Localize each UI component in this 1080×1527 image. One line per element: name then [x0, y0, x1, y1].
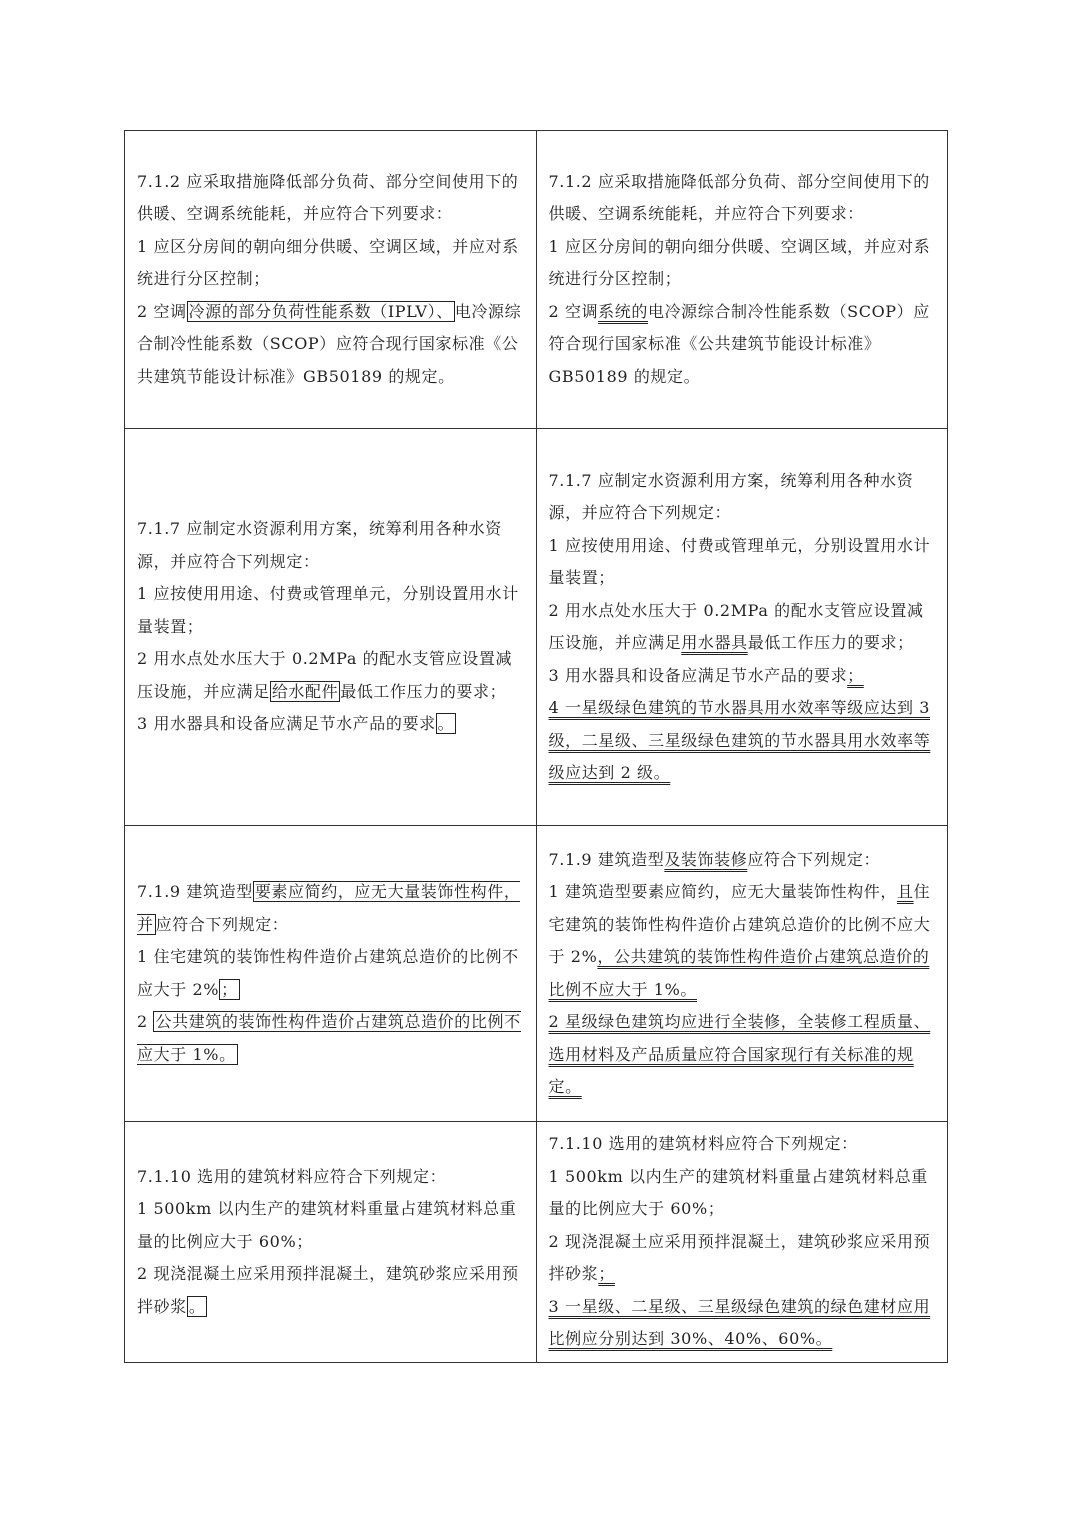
text: 2 空调: [548, 301, 599, 321]
text: 电冷源综合制冷性能系数（SCOP）应符合现行国家标准《公共建筑节能设计标准》GB50189 的规定。: [137, 301, 522, 386]
clause-item: [137, 1258, 526, 1323]
inserted-text: ，公共建筑的装饰性构件造价占建筑总造价的比例不应大于 1%。: [548, 947, 930, 999]
clause-item: [549, 595, 938, 660]
clause-item: [137, 941, 526, 1006]
deleted-text-box: 给水配件: [271, 681, 339, 701]
clause-item: 1 应按使用用途、付费或管理单元，分别设置用水计量装置；: [548, 535, 931, 587]
deleted-text-box: ；: [221, 979, 238, 999]
inserted-clause-item: 4 一星级绿色建筑的节水器具用水效率等级应达到 3 级，二星级、三星级绿色建筑的节水器具用水效率等级应达到 2 级。: [548, 698, 931, 782]
inserted-text: 系统的: [598, 301, 648, 321]
old-clause-7-1-2: [125, 131, 537, 429]
deleted-text-box: 冷源的部分负荷性能系数（IPLV）、: [188, 301, 453, 321]
clause-heading: 7.1.7 应制定水资源利用方案，统筹利用各种水资源，并应符合下列规定：: [548, 470, 914, 522]
clause-heading: 7.1.10 选用的建筑材料应符合下列规定：: [137, 1166, 447, 1186]
new-clause-7-1-7: [536, 429, 948, 826]
text: 最低工作压力的要求；: [340, 681, 507, 701]
deleted-text-box: 。: [188, 1296, 206, 1316]
inserted-text: ；: [847, 665, 864, 685]
clause-item: 1 应按使用用途、付费或管理单元，分别设置用水计量装置；: [137, 584, 519, 636]
deleted-text-box: 公共建筑的装饰性构件造价占建筑总造价的比例不应大于 1%。: [137, 1012, 521, 1064]
clause-item: [137, 296, 526, 394]
clause-item: [549, 296, 938, 394]
text: 2 空调: [137, 301, 187, 321]
text: 最低工作压力的要求；: [747, 633, 914, 652]
old-clause-7-1-9: [125, 826, 537, 1122]
clause-item: [137, 1006, 526, 1071]
comparison-table: [124, 130, 948, 1363]
text: 2: [137, 1012, 154, 1031]
text: 2 用水点处水压大于 0.2MPa 的配水支管应设置减压设施，并应满足: [548, 600, 924, 652]
clause-item: [549, 876, 938, 1006]
clause-item: 1 500km 以内生产的建筑材料重量占建筑材料总重量的比例应大于 60%；: [137, 1199, 517, 1251]
clause-item: [137, 708, 526, 741]
inserted-text: ；: [598, 1264, 615, 1283]
clause-item: [549, 1226, 938, 1291]
inserted-clause-item: 2 星级绿色建筑均应进行全装修，全装修工程质量、选用材料及产品质量应符合国家现行有关标准的规定。: [548, 1012, 931, 1096]
table-row: [125, 429, 948, 826]
table-row: [125, 826, 948, 1122]
inserted-text: 及装饰装修: [664, 849, 748, 869]
clause-heading: [549, 844, 938, 877]
inserted-text: 用水器具: [681, 633, 748, 652]
text: 3 用水器具和设备应满足节水产品的要求: [548, 665, 848, 685]
text: 2 用水点处水压大于 0.2MPa 的配水支管应设置减压设施，并应满足: [137, 649, 513, 701]
text: 2 现浇混凝土应采用预拌混凝土，建筑砂浆应采用预拌砂浆: [548, 1231, 931, 1283]
text: 应符合下列规定：: [155, 914, 289, 934]
deleted-text-box: 。: [437, 714, 455, 734]
old-clause-7-1-7: [125, 429, 537, 826]
clause-item: [137, 643, 526, 708]
text: 2 现浇混凝土应采用预拌混凝土，建筑砂浆应采用预拌砂浆: [137, 1264, 519, 1316]
text: 电冷源综合制冷性能系数（SCOP）应符合现行国家标准《公共建筑节能设计标准》GB50189 的规定。: [548, 301, 930, 386]
clause-item: [549, 660, 938, 693]
deleted-text-box: 要素应简约，应无大量装饰性构件，并: [137, 882, 521, 934]
text: 7.1.9 建筑造型: [137, 882, 253, 901]
text: 应符合下列规定：: [747, 849, 881, 869]
old-clause-7-1-10: [125, 1122, 537, 1363]
inserted-text: 且: [896, 882, 914, 901]
text: 1 建筑造型要素应简约，应无大量装饰性构件，: [548, 882, 897, 901]
table-row: [125, 1122, 948, 1363]
clause-heading: 7.1.7 应制定水资源利用方案，统筹利用各种水资源，并应符合下列规定：: [137, 519, 502, 571]
clause-item: 1 应区分房间的朝向细分供暖、空调区域，并应对系统进行分区控制；: [548, 236, 931, 289]
clause-heading: 7.1.2 应采取措施降低部分负荷、部分空间使用下的供暖、空调系统能耗，并应符合下列要求：: [548, 171, 930, 224]
clause-item: 1 应区分房间的朝向细分供暖、空调区域，并应对系统进行分区控制；: [137, 236, 519, 289]
new-clause-7-1-9: [536, 826, 948, 1122]
text: 3 用水器具和设备应满足节水产品的要求: [137, 714, 436, 734]
text: 7.1.9 建筑造型: [548, 849, 665, 869]
clause-heading: 7.1.10 选用的建筑材料应符合下列规定：: [548, 1134, 858, 1153]
inserted-clause-item: 3 一星级、二星级、三星级绿色建筑的绿色建材应用比例应分别达到 30%、40%、60%。: [548, 1296, 931, 1348]
text: 住宅建筑的装饰性构件造价占建筑总造价的比例不应大于 2%: [548, 882, 931, 966]
clause-item: 1 500km 以内生产的建筑材料重量占建筑材料总重量的比例应大于 60%；: [548, 1166, 928, 1218]
clause-heading: [137, 876, 526, 941]
clause-heading: 7.1.2 应采取措施降低部分负荷、部分空间使用下的供暖、空调系统能耗，并应符合下列要求：: [137, 171, 519, 224]
new-clause-7-1-2: [536, 131, 948, 429]
table-row: [125, 131, 948, 429]
new-clause-7-1-10: [536, 1122, 948, 1363]
text: 1 住宅建筑的装饰性构件造价占建筑总造价的比例不应大于 2%: [137, 947, 519, 999]
